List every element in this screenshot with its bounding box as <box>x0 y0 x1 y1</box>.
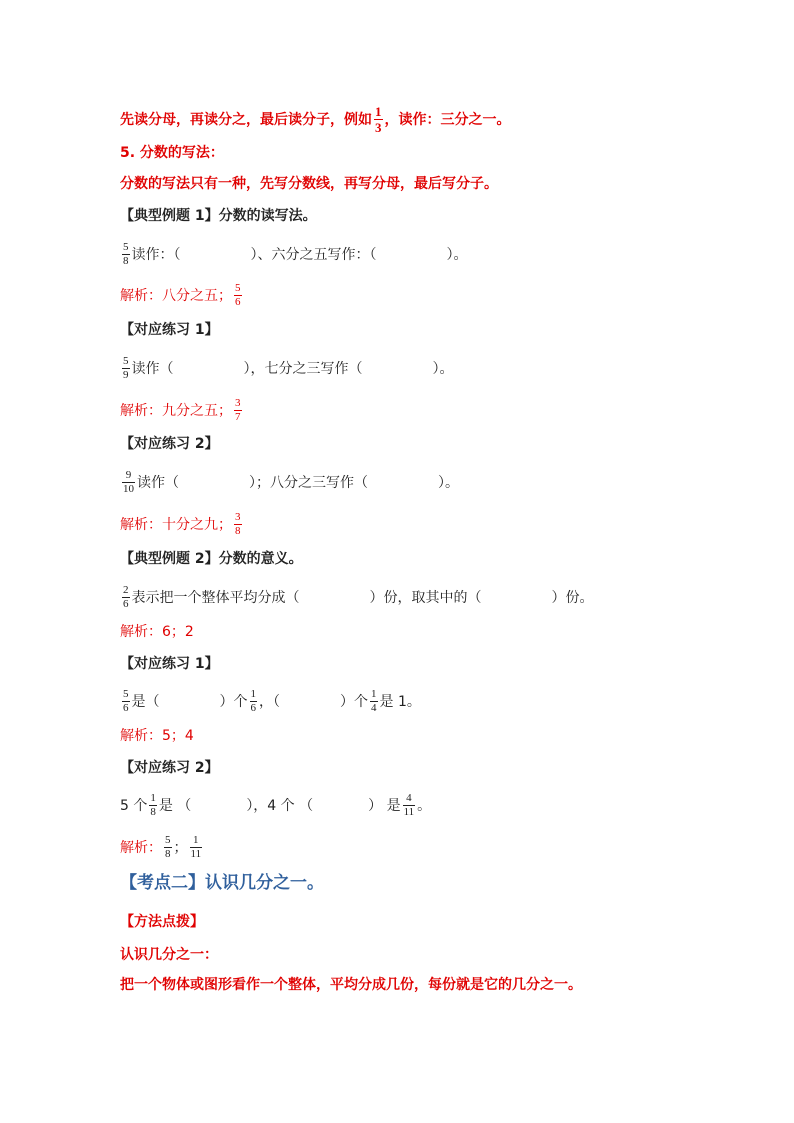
example-fraction: $\frac{1}{3}$ <box>375 104 382 135</box>
section-heading-writing: 5. 分数的写法： <box>120 145 224 161</box>
practice-3-question: $\frac{5}{6}$ 是（ ）个 $\frac{1}{6}$ ，（ ）个 $\frac{1}{4}$ 是 1。 <box>123 688 421 714</box>
example-2-answer: 解析： 6；2 <box>120 624 194 640</box>
example-2-question: $\frac{2}{6}$ 表示把一个整体平均分成（ ）份，取其中的（ ）份。 <box>123 584 594 610</box>
practice-3-title: 【对应练习 1】 <box>120 656 219 672</box>
practice-4-title: 【对应练习 2】 <box>120 760 219 776</box>
practice-3-answer: 解析： 5；4 <box>120 728 194 744</box>
example-2-title: 【典型例题 2】分数的意义。 <box>120 551 303 567</box>
knowledge-heading: 认识几分之一： <box>120 947 218 963</box>
reading-rule <box>120 105 511 134</box>
practice-1-answer: 解析： 九分之五； $\frac{3}{7}$ <box>120 397 241 423</box>
question-fraction: $\frac{5}{8}$ <box>123 241 129 267</box>
practice-1-title: 【对应练习 1】 <box>120 322 219 338</box>
writing-rule: 分数的写法只有一种，先写分数线，再写分母，最后写分子。 <box>120 176 498 192</box>
example-1-question: $\frac{5}{8}$ 读作：（ ）、六分之五写作：（ ）。 <box>123 241 468 267</box>
practice-4-question: 5 个 $\frac{1}{8}$ 是 （ ），4 个 （ ） 是 $\frac{4}{11}$ 。 <box>120 792 432 818</box>
example-1-title: 【典型例题 1】分数的读写法。 <box>120 208 317 224</box>
practice-4-answer: 解析： $\frac{5}{8}$ ； $\frac{1}{11}$ <box>120 834 202 860</box>
definition-text: 把一个物体或图形看作一个整体，平均分成几份，每份就是它的几分之一。 <box>120 977 582 993</box>
practice-2-question: $\frac{9}{10}$ 读作（ ）；八分之三写作（ ）。 <box>123 469 459 495</box>
practice-2-title: 【对应练习 2】 <box>120 436 219 452</box>
practice-2-answer: 解析： 十分之九； $\frac{3}{8}$ <box>120 511 241 537</box>
key-point-2-heading: 【考点二】认识几分之一。 <box>120 873 324 893</box>
example-1-answer: 解析： 八分之五； $\frac{5}{6}$ <box>120 282 241 308</box>
practice-1-question: $\frac{5}{9}$ 读作（ ），七分之三写作（ ）。 <box>123 355 454 381</box>
reading-rule-text: 先读分母，再读分之，最后读分子，例如 <box>120 111 372 128</box>
answer-fraction: $\frac{5}{6}$ <box>235 282 241 308</box>
reading-rule-suffix: ，读作：三分之一。 <box>384 111 511 128</box>
method-heading: 【方法点拨】 <box>120 914 204 930</box>
